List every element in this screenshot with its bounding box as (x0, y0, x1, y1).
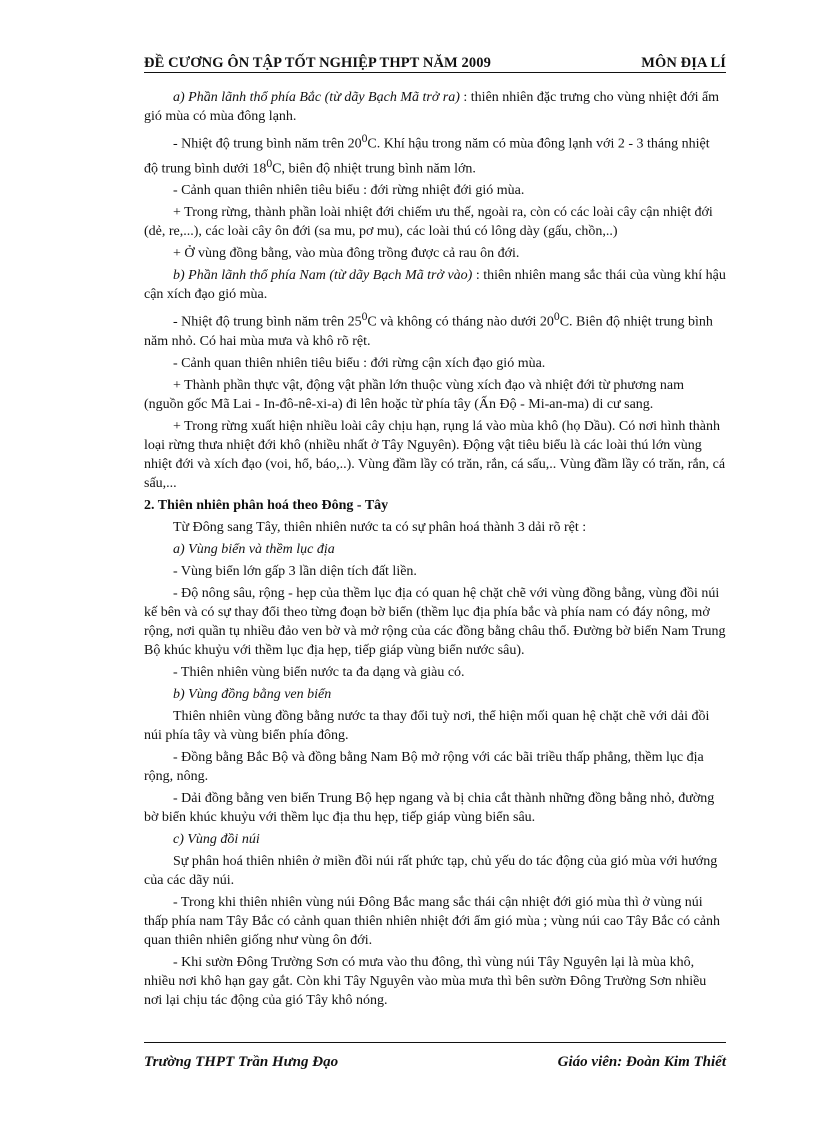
paragraph: - Dải đồng bằng ven biển Trung Bộ hẹp ngang và bị chia cắt thành những đồng bằng nhỏ, đường bờ biển khúc khuỷu với thềm lục địa thu hẹp, tiếp giáp vùng biển sâu. (144, 790, 715, 825)
paragraph: - Đồng bằng Bắc Bộ và đồng bằng Nam Bộ mở rộng với các bãi triều thấp phẳng, thềm lục địa rộng, nông. (144, 749, 704, 784)
page-header (144, 48, 726, 72)
paragraph: Thiên nhiên vùng đồng bằng nước ta thay đổi tuỳ nơi, thể hiện mối quan hệ chặt chẽ với dải đồi núi phía tây và vùng biển phía đông. (144, 708, 710, 743)
paragraph (144, 266, 726, 304)
footer-rule (144, 1042, 726, 1043)
paragraph-text: : thiên nhiên mang sắc thái của vùng khí hậu cận xích đạo gió mùa. (144, 268, 726, 303)
text-run: C. Biên độ nhiệt trung bình năm nhỏ. Có hai mùa mưa và khô rõ rệt. (144, 314, 713, 349)
text-run: C và không có tháng nào dưới 20 (367, 314, 554, 330)
paragraph: + Thành phần thực vật, động vật phần lớn thuộc vùng xích đạo và nhiệt đới từ phương nam (nguồn gốc Mã Lai - In-đô-nê-xi-a) đi lên hoặc từ phía tây (Ấn Độ - Mi-an-ma) di cư sang. (144, 377, 685, 412)
paragraph (144, 307, 726, 351)
degree-superscript: 0 (361, 132, 368, 145)
section-heading: 2. Thiên nhiên phân hoá theo Đông - Tây (144, 497, 389, 513)
degree-superscript: 0 (361, 310, 368, 324)
paragraph: Sự phân hoá thiên nhiên ở miền đồi núi rất phức tạp, chủ yếu do tác động của gió mùa với hướng của các dãy núi. (144, 853, 718, 888)
paragraph: - Trong khi thiên nhiên vùng núi Đông Bắc mang sắc thái cận nhiệt đới gió mùa thì ở vùng núi thấp phía nam Tây Bắc có cảnh quan thiên nhiên nhiệt đới ẩm gió mùa ; vùng núi cao Tây Bắc có cảnh quan thiên nhiên giống như vùng ôn đới. (144, 894, 721, 948)
paragraph: + Trong rừng, thành phần loài nhiệt đới chiếm ưu thế, ngoài ra, còn có các loài cây cận nhiệt đới (dẻ, re,...), các loài cây ôn đới (sa mu, pơ mu), các loài thú có lông dày (gấu, chồn,..) (144, 205, 713, 240)
paragraph: - Cảnh quan thiên nhiên tiêu biểu : đới rừng cận xích đạo gió mùa. (173, 355, 546, 371)
header-rule (144, 72, 726, 73)
paragraph: + Ở vùng đồng bằng, vào mùa đông trồng được cả rau ôn đới. (173, 246, 520, 262)
paragraph: - Độ nông sâu, rộng - hẹp của thềm lục địa có quan hệ chặt chẽ với vùng đồng bằng, vùng đồi núi kế bên và có sự thay đổi theo từng đoạn bờ biển (thềm lục địa phía bắc và phía nam có đáy nông, mở rộng, nơi quần tụ nhiều đảo ven bờ và mở rộng của các đồng bằng châu thổ. Đường bờ biển Nam Trung Bộ khúc khuỷu với thềm lục địa hẹp, tiếp giáp vùng biển nước sâu). (144, 585, 726, 658)
paragraph: - Thiên nhiên vùng biển nước ta đa dạng và giàu có. (173, 664, 465, 680)
subsection-heading: b) Phần lãnh thổ phía Nam (từ dãy Bạch Mã trở vào) (173, 268, 473, 284)
paragraph: - Khi sườn Đông Trường Sơn có mưa vào thu đông, thì vùng núi Tây Nguyên lại là mùa khô, nhiều nơi khô hạn gay gắt. Còn khi Tây Nguyên vào mùa mưa thì bên sườn Đông Trường Sơn nhiều nơi lại chịu tác động của gió Tây khô nóng. (144, 954, 707, 1008)
page-footer (144, 1054, 726, 1071)
subsection-heading: b) Vùng đồng bằng ven biển (173, 686, 332, 702)
header-title: ĐỀ CƯƠNG ÔN TẬP TỐT NGHIỆP THPT NĂM 2009 (144, 55, 491, 71)
paragraph: Từ Đông sang Tây, thiên nhiên nước ta có sự phân hoá thành 3 dải rõ rệt : (173, 519, 587, 535)
document-body (144, 88, 726, 1013)
paragraph-text: : thiên nhiên đặc trưng cho vùng nhiệt đới ẩm gió mùa có mùa đông lạnh. (144, 90, 720, 124)
degree-superscript: 0 (553, 310, 560, 324)
paragraph: - Cảnh quan thiên nhiên tiêu biểu : đới rừng nhiệt đới gió mùa. (173, 183, 525, 199)
paragraph: - Vùng biển lớn gấp 3 lần diện tích đất liền. (173, 563, 417, 579)
text-run: C, biên độ nhiệt trung bình năm lớn. (272, 161, 476, 177)
paragraph (144, 88, 726, 126)
subsection-heading: a) Vùng biển và thềm lục địa (173, 541, 335, 557)
text-run: - Nhiệt độ trung bình năm trên 20 (173, 136, 362, 152)
subsection-heading: c) Vùng đồi núi (173, 831, 260, 847)
header-subject: MÔN ĐỊA LÍ (641, 55, 726, 71)
footer-teacher: Giáo viên: Đoàn Kim Thiết (557, 1054, 726, 1070)
text-run: C. Khí hậu trong năm có mùa đông lạnh với 2 - 3 tháng nhiệt độ trung bình dưới 18 (144, 136, 710, 177)
subsection-heading: a) Phần lãnh thổ phía Bắc (từ dãy Bạch Mã trở ra) (173, 90, 460, 105)
footer-school: Trường THPT Trần Hưng Đạo (144, 1054, 339, 1070)
text-run: - Nhiệt độ trung bình năm trên 25 (173, 314, 362, 330)
paragraph (144, 129, 726, 178)
paragraph: + Trong rừng xuất hiện nhiều loài cây chịu hạn, rụng lá vào mùa khô (họ Dầu). Có nơi hình thành loại rừng thưa nhiệt đới khô (nhiều nhất ở Tây Nguyên). Động vật tiêu biểu là các loài thú lớn vùng nhiệt đới và xích đạo (voi, hổ, báo,..). Vùng đầm lầy có trăn, rắn, cá sấu,.. Vùng đầm lầy có trăn, rắn, cá sấu,... (144, 418, 726, 491)
degree-superscript: 0 (266, 156, 273, 170)
